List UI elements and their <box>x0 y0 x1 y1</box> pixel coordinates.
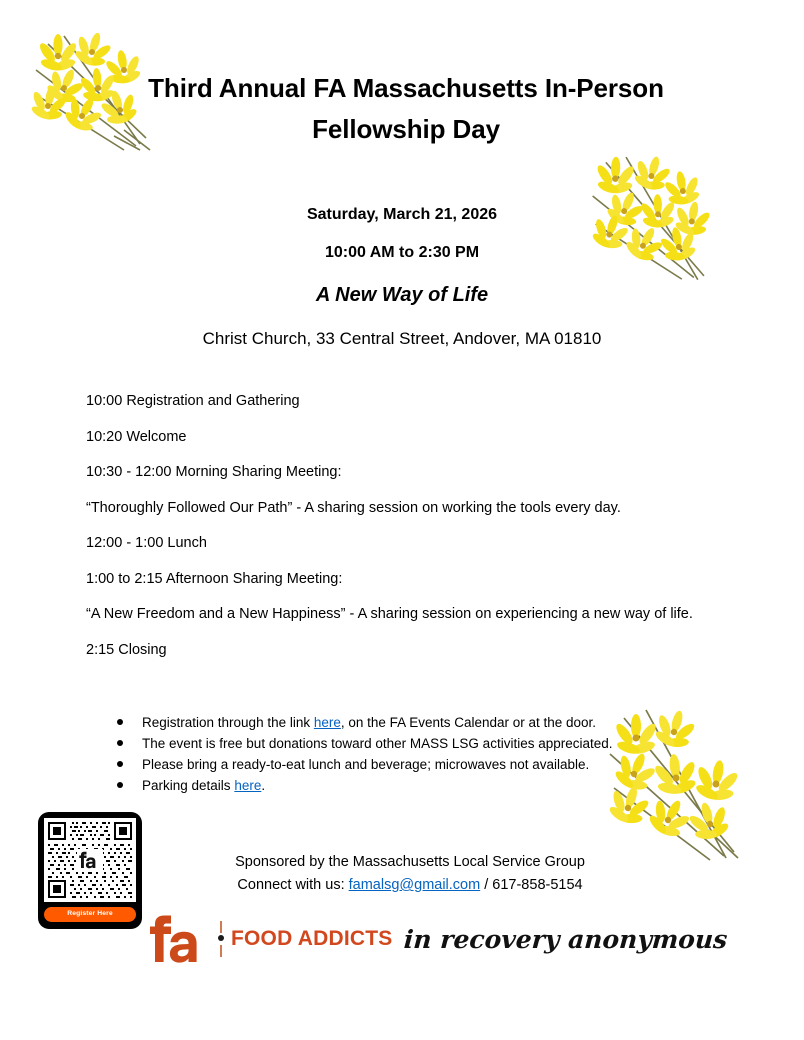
list-item <box>86 733 686 754</box>
schedule-item: 10:00 Registration and Gathering <box>86 393 300 409</box>
email-link[interactable]: famalsg@gmail.com <box>348 877 481 893</box>
notes-list <box>86 712 686 796</box>
title-line-1: Third Annual FA Massachusetts In-Person <box>148 73 664 103</box>
registration-link[interactable]: here <box>313 715 341 730</box>
parking-details-link[interactable]: here <box>234 778 262 793</box>
schedule-item: 2:15 Closing <box>86 641 167 658</box>
event-date: Saturday, March 21, 2026 <box>306 206 498 223</box>
schedule-item: “A New Freedom and a New Happiness” - A sharing session on experiencing a new way of life. <box>86 606 693 622</box>
list-item-text-after: . <box>261 778 266 793</box>
sponsor-contact-block <box>140 851 680 897</box>
bullet-icon <box>117 761 123 767</box>
list-item-text-before: The event is free but donations toward other MASS LSG activities appreciated. <box>142 736 613 751</box>
bullet-icon <box>117 782 123 788</box>
list-item-text-before: Registration through the link <box>142 715 314 730</box>
event-subheader <box>82 196 722 360</box>
bullet-icon <box>117 719 123 725</box>
bullet-icon <box>117 740 123 746</box>
contact-prefix: Connect with us: <box>237 877 349 893</box>
list-item-text-after: , on the FA Events Calendar or at the door. <box>340 715 597 730</box>
fa-brand-footer <box>150 910 729 968</box>
page-title <box>100 68 712 150</box>
register-here-label: Register Here <box>67 910 113 918</box>
brand-wordmark-bold: FOOD ADDICTS <box>231 927 393 950</box>
qr-code-card[interactable] <box>38 812 142 929</box>
event-time: 10:00 AM to 2:30 PM <box>324 244 480 261</box>
schedule-item: “Thoroughly Followed Our Path” - A sharing session on working the tools every day. <box>86 499 621 516</box>
contact-line <box>140 874 680 897</box>
brand-divider-icon <box>219 921 222 957</box>
event-schedule <box>86 392 710 676</box>
schedule-item: 1:00 to 2:15 Afternoon Sharing Meeting: <box>86 570 343 587</box>
event-theme: A New Way of Life <box>315 284 489 306</box>
qr-code-icon[interactable] <box>44 818 136 902</box>
list-item-text-before: Please bring a ready-to-eat lunch and beverage; microwaves not available. <box>142 757 590 772</box>
event-location: Christ Church, 33 Central Street, Andover, MA 01810 <box>202 329 602 348</box>
schedule-item: 10:20 Welcome <box>86 428 187 445</box>
list-item-text-before: Parking details <box>142 778 235 793</box>
qr-center-fa-logo-icon <box>77 849 103 871</box>
sponsor-line: Sponsored by the Massachusetts Local Service Group <box>235 854 585 870</box>
register-here-button[interactable] <box>44 907 136 922</box>
schedule-item: 10:30 - 12:00 Morning Sharing Meeting: <box>86 464 342 480</box>
list-item <box>86 775 686 796</box>
fa-logo-icon <box>150 915 212 963</box>
title-line-2: Fellowship Day <box>312 114 500 144</box>
list-item <box>86 712 686 733</box>
contact-phone: / 617-858-5154 <box>480 877 583 893</box>
list-item <box>86 754 686 775</box>
brand-wordmark-script: in recovery anonymous <box>403 924 729 954</box>
schedule-item: 12:00 - 1:00 Lunch <box>86 535 207 551</box>
